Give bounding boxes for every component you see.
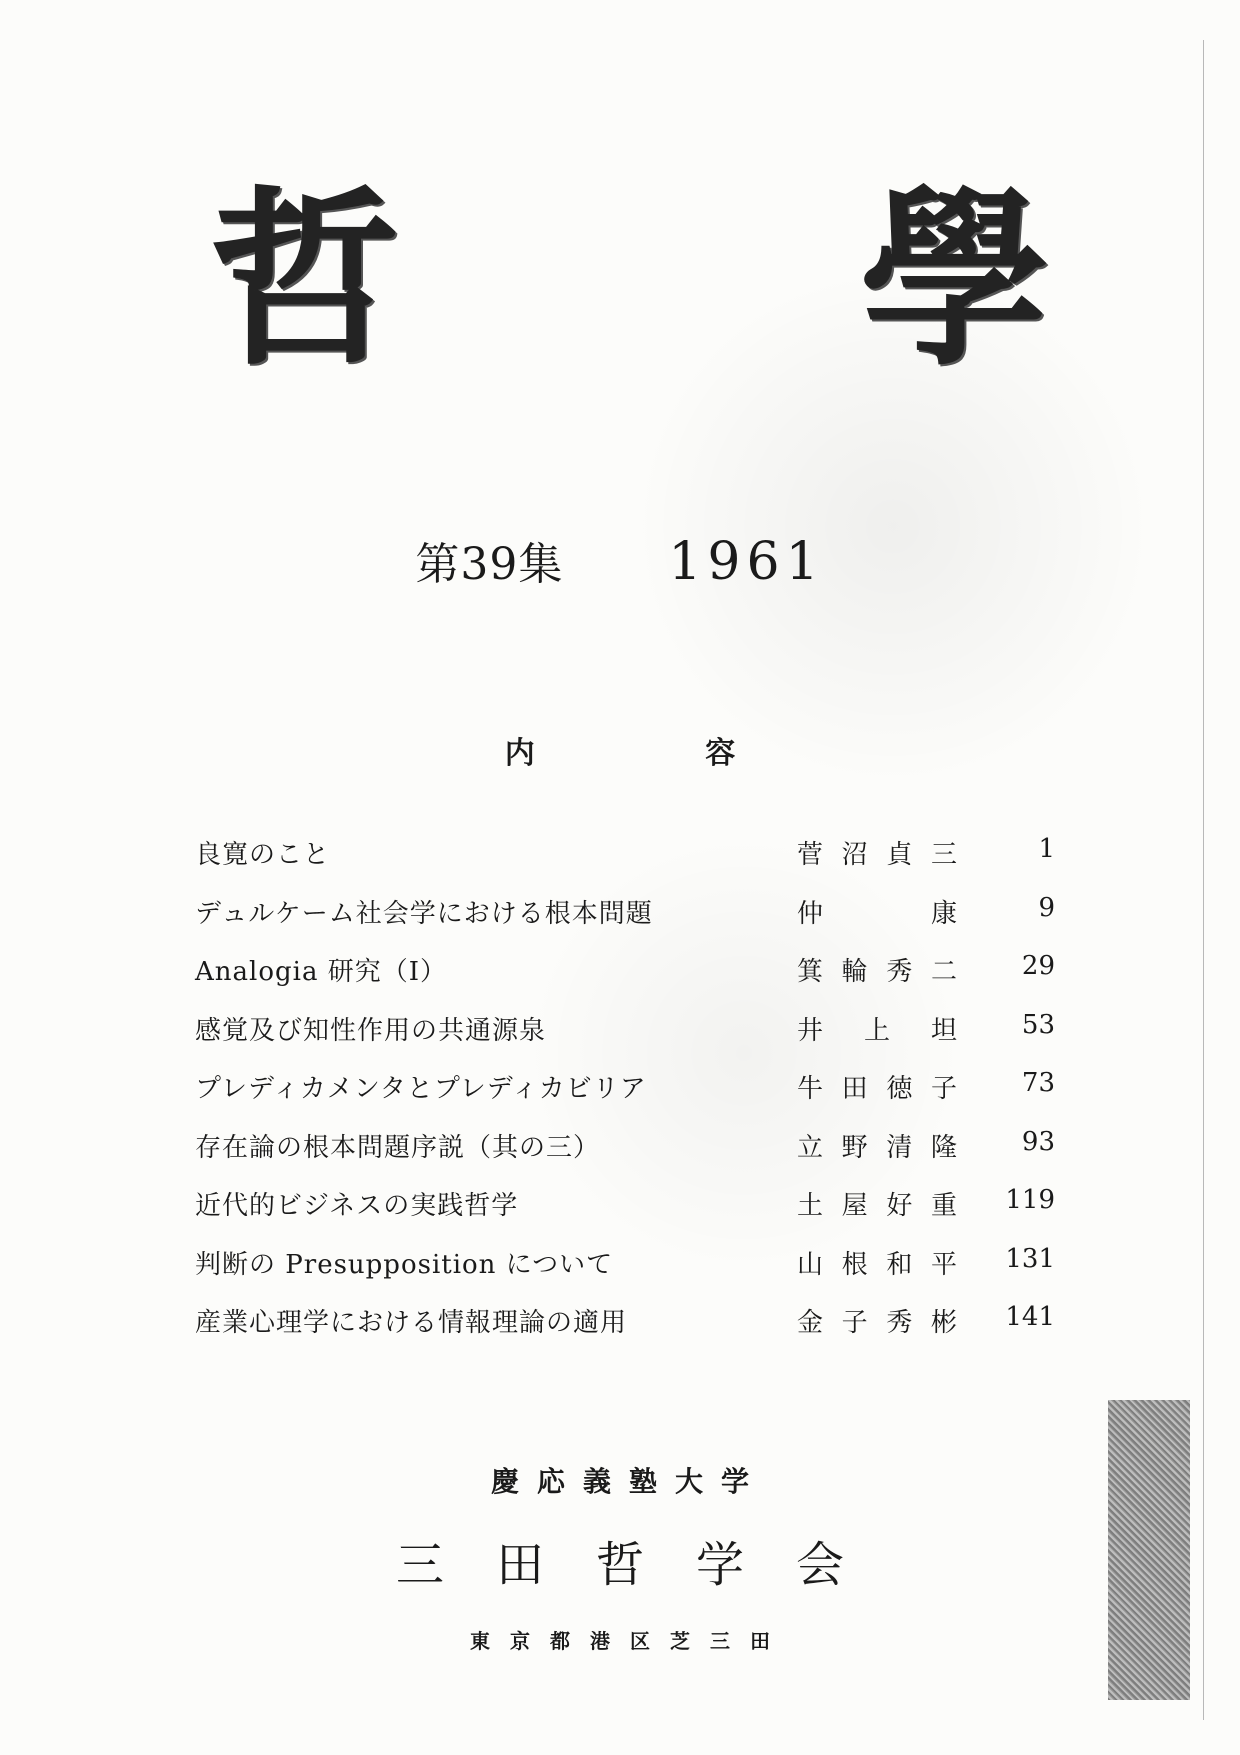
toc-entry-title: 存在論の根本問題序説（其の三） [195,1132,601,1163]
publisher-address: 東京都港区芝三田 [470,1629,790,1653]
journal-title-char-right: 學 [860,168,1051,391]
toc-entry-page: 141 [1005,1302,1055,1332]
toc-entry-title: デュルケーム社会学における根本問題 [195,898,653,929]
toc-entry-page: 93 [1021,1126,1055,1157]
toc-entry[interactable] [195,937,1055,996]
toc-entry-page: 1 [1038,834,1055,864]
toc-entry-author: 井上坦 [797,1015,957,1046]
toc-entry-title: 近代的ビジネスの実践哲学 [195,1191,519,1221]
table-of-contents [195,820,1055,1347]
toc-entry-author: 仲 康 [797,898,957,929]
toc-entry-author: 金子秀彬 [797,1308,957,1338]
toc-entry[interactable] [195,996,1055,1055]
toc-entry-page: 73 [1021,1068,1055,1098]
toc-entry-page: 131 [1005,1243,1055,1274]
toc-entry[interactable] [195,879,1055,938]
journal-title-char-left: 哲 [210,168,401,391]
toc-entry-author: 牛田徳子 [797,1074,957,1104]
contents-heading: 内 容 [504,736,816,771]
toc-entry-title: 感覚及び知性作用の共通源泉 [195,1015,547,1046]
toc-entry[interactable] [195,1230,1055,1289]
publisher-society: 三田哲学会 [395,1537,896,1593]
toc-entry-page: 9 [1038,892,1055,923]
toc-entry-title: 産業心理学における情報理論の適用 [195,1308,628,1338]
issue-number: 第39集 [415,539,564,590]
issue-year: 1961 [668,532,825,592]
toc-entry-title: 良寛のこと [195,840,331,870]
toc-entry[interactable] [195,1113,1055,1172]
toc-entry-title: Analogia 研究（I） [195,957,447,987]
toc-entry[interactable] [195,1288,1055,1347]
toc-entry[interactable] [195,1171,1055,1230]
toc-entry-page: 53 [1021,1009,1055,1040]
toc-entry[interactable] [195,820,1055,879]
toc-entry-author: 箕輪秀二 [797,957,957,987]
toc-entry-page: 119 [1005,1185,1055,1215]
toc-entry-title: プレディカメンタとプレディカビリア [195,1074,647,1104]
toc-entry-page: 29 [1021,951,1055,981]
toc-entry-author: 山根和平 [797,1249,957,1280]
toc-entry-title: 判断の Presupposition について [195,1249,614,1280]
toc-entry-author: 立野清隆 [797,1132,957,1163]
toc-entry-author: 土屋好重 [797,1191,957,1221]
issue-line [0,528,1240,592]
toc-entry[interactable] [195,1054,1055,1113]
toc-entry-author: 菅沼貞三 [797,840,957,870]
publisher-university: 慶応義塾大学 [490,1465,767,1498]
publisher-block [0,1460,1240,1654]
